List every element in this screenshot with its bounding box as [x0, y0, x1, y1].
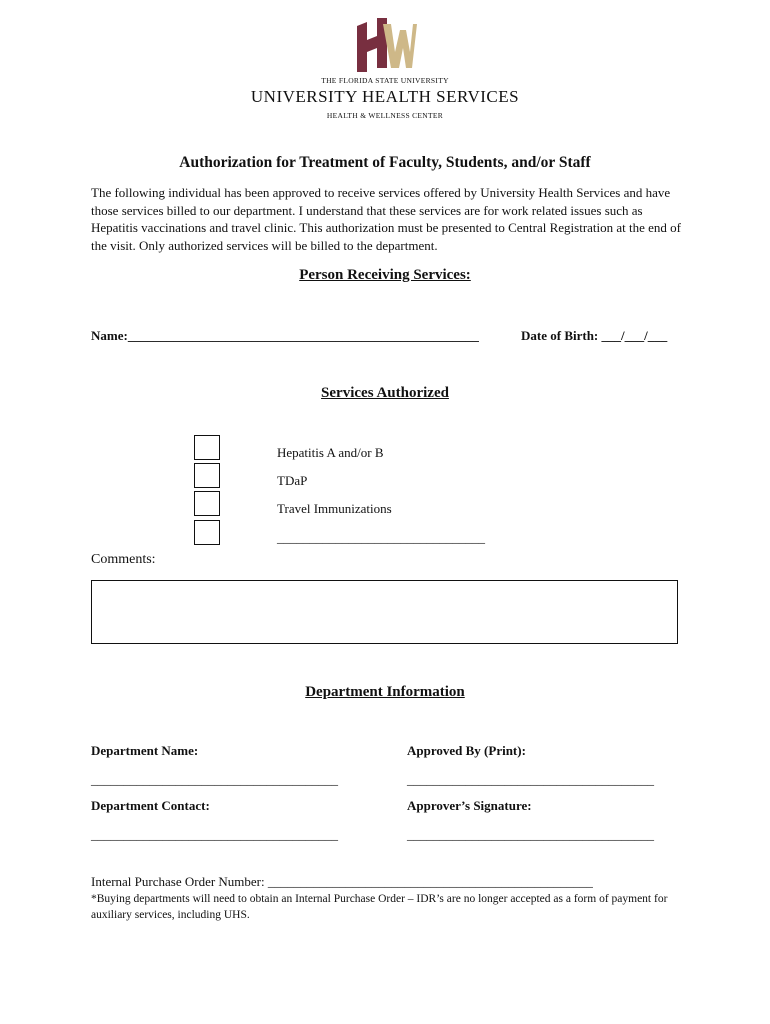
department-contact-label: Department Contact:: [91, 798, 210, 813]
service-item: Hepatitis A and/or B: [277, 445, 384, 460]
university-name: THE FLORIDA STATE UNIVERSITY: [321, 76, 449, 85]
approved-by-line[interactable]: ______________________________________: [407, 772, 654, 787]
po-label: Internal Purchase Order Number:: [91, 874, 265, 889]
checkbox-travel[interactable]: [194, 491, 220, 516]
department-heading: Department Information: [305, 684, 465, 700]
service-other-line[interactable]: ________________________________: [277, 530, 485, 545]
department-name: UNIVERSITY HEALTH SERVICES: [250, 87, 520, 106]
name-label: Name:: [91, 328, 128, 343]
intro-paragraph: The following individual has been approved to receive services offered by University Health Services and have those services billed to our department. I understand that these services are for work related issues such as Hepatitis vaccinations and travel clinic. This authorization must be presented to Central Registration at the end of the visit. Only authorized services will be billed to the department.: [91, 185, 682, 253]
department-name-label: Department Name:: [91, 743, 199, 758]
name-field[interactable]: [91, 328, 479, 344]
comments-label: Comments:: [91, 552, 156, 567]
department-contact-line[interactable]: ______________________________________: [91, 827, 338, 842]
service-item: TDaP: [277, 473, 308, 488]
po-note: *Buying departments will need to obtain an Internal Purchase Order – IDR’s are no longer accepted as a form of payment for auxiliary services, including UHS.: [91, 893, 668, 921]
po-line[interactable]: __________________________________________________: [267, 874, 593, 889]
checkbox-hepatitis[interactable]: [194, 435, 220, 460]
letterhead: [0, 18, 770, 120]
service-item: Travel Immunizations: [277, 501, 392, 516]
dob-label: Date of Birth:: [521, 328, 599, 343]
dob-line[interactable]: ___/___/___: [601, 328, 668, 343]
name-line[interactable]: ______________________________________________________: [127, 328, 479, 343]
comments-textarea[interactable]: [91, 580, 678, 644]
dob-field[interactable]: [521, 328, 667, 344]
checkbox-other[interactable]: [194, 520, 220, 545]
department-name-line[interactable]: ______________________________________: [91, 772, 338, 787]
checkbox-tdap[interactable]: [194, 463, 220, 488]
po-field[interactable]: [91, 874, 593, 890]
approver-signature-line[interactable]: ______________________________________: [407, 827, 654, 842]
uhs-hw-logo: [353, 18, 417, 72]
approver-signature-label: Approver’s Signature:: [407, 798, 532, 813]
approved-by-label: Approved By (Print):: [407, 743, 526, 758]
form-title: Authorization for Treatment of Faculty, Students, and/or Staff: [179, 154, 591, 171]
center-name: HEALTH & WELLNESS CENTER: [326, 111, 444, 120]
services-heading: Services Authorized: [321, 385, 449, 401]
person-heading: Person Receiving Services:: [299, 267, 471, 283]
